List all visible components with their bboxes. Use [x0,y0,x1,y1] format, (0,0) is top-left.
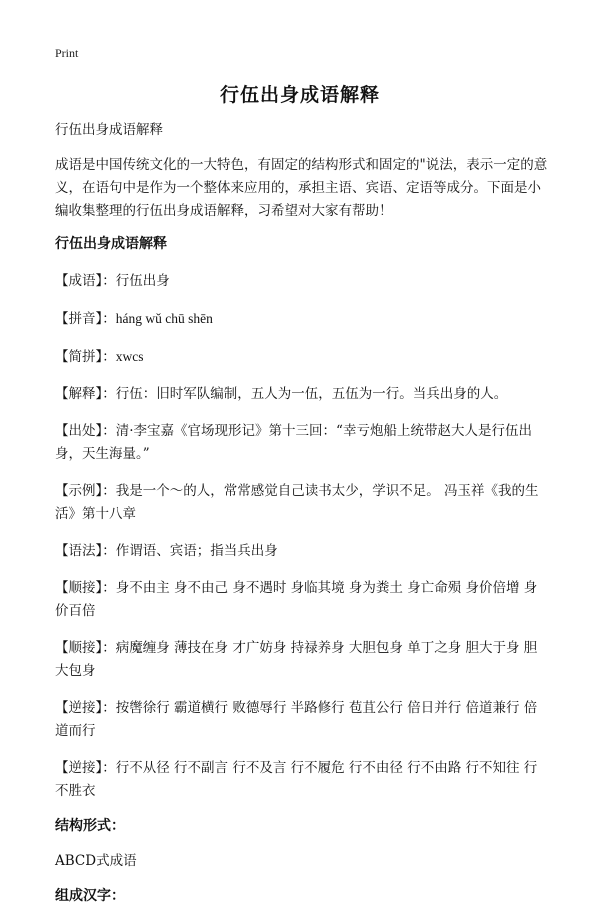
entry-label: 【出处】 [55,423,103,439]
entry-text: ：háng wǔ chū shēn [102,311,213,326]
document-body [55,119,550,908]
entry-text: ：清·李宝嘉《官场现形记》第十三回：“幸亏炮船上统带赵大人是行伍出身，天生海量。” [55,423,532,462]
entry-label: 【逆接】 [55,760,103,776]
entry-text: ：行伍出身 [102,273,170,289]
characters-heading: 组成汉字： [55,888,125,904]
entry-label: 【顺接】 [55,580,103,596]
entry-label: 【拼音】 [55,311,103,327]
document-subtitle: 行伍出身成语解释 [55,122,163,138]
section-heading: 行伍出身成语解释 [55,236,167,252]
entry-label: 【解释】 [55,386,103,402]
print-label: Print [55,46,79,60]
entry-pinyin [55,307,550,331]
entry-label: 【顺接】 [55,640,103,656]
entry-text: ：我是一个～的人，常常感觉自己读书太少，学识不足。 冯玉祥《我的生活》第十八章 [55,483,539,522]
entry-text: ：病魔缠身 薄技在身 才广妨身 持禄养身 大胆包身 单丁之身 胆大于身 胆大包身 [55,640,538,679]
entry-text: ：按辔徐行 霸道横行 败德辱行 半路修行 苞苴公行 倍日并行 倍道兼行 倍道而行 [55,700,538,739]
structure-heading: 结构形式： [55,818,125,834]
entry-forward-chain-1 [55,577,550,623]
entry-text: ：行不从径 行不副言 行不及言 行不履危 行不由径 行不由路 行不知往 行不胜衣 [55,760,538,799]
entry-source [55,420,550,466]
entry-idiom [55,270,550,293]
entry-text: ：行伍：旧时军队编制，五人为一伍，五伍为一行。当兵出身的人。 [102,386,508,402]
entry-text: ：xwcs [102,349,144,364]
entry-label: 【逆接】 [55,700,103,716]
entry-reverse-chain-1 [55,697,550,743]
entry-text: ：作谓语、宾语；指当兵出身 [102,543,278,559]
entry-forward-chain-2 [55,637,550,683]
structure-value: ABCD式成语 [55,853,137,869]
entry-label: 【简拼】 [55,349,103,365]
intro-paragraph: 成语是中国传统文化的一大特色，有固定的结构形式和固定的"说法，表示一定的意义，在语句中是作为一个整体来应用的，承担主语、宾语、定语等成分。下面是小编收集整理的行伍出身成语解释，习希望对大家有帮助！ [55,157,548,219]
entry-abbreviation [55,345,550,369]
entry-explanation [55,383,550,406]
page-title: 行伍出身成语解释 [219,84,380,106]
entry-label: 【成语】 [55,273,103,289]
entry-example [55,480,550,526]
entry-text: ：身不由主 身不由己 身不遇时 身临其境 身为粪土 身亡命殒 身价倍增 身价百倍 [55,580,538,619]
entry-label: 【语法】 [55,543,103,559]
entry-reverse-chain-2 [55,757,550,803]
entry-grammar [55,540,550,563]
entry-label: 【示例】 [55,483,103,499]
